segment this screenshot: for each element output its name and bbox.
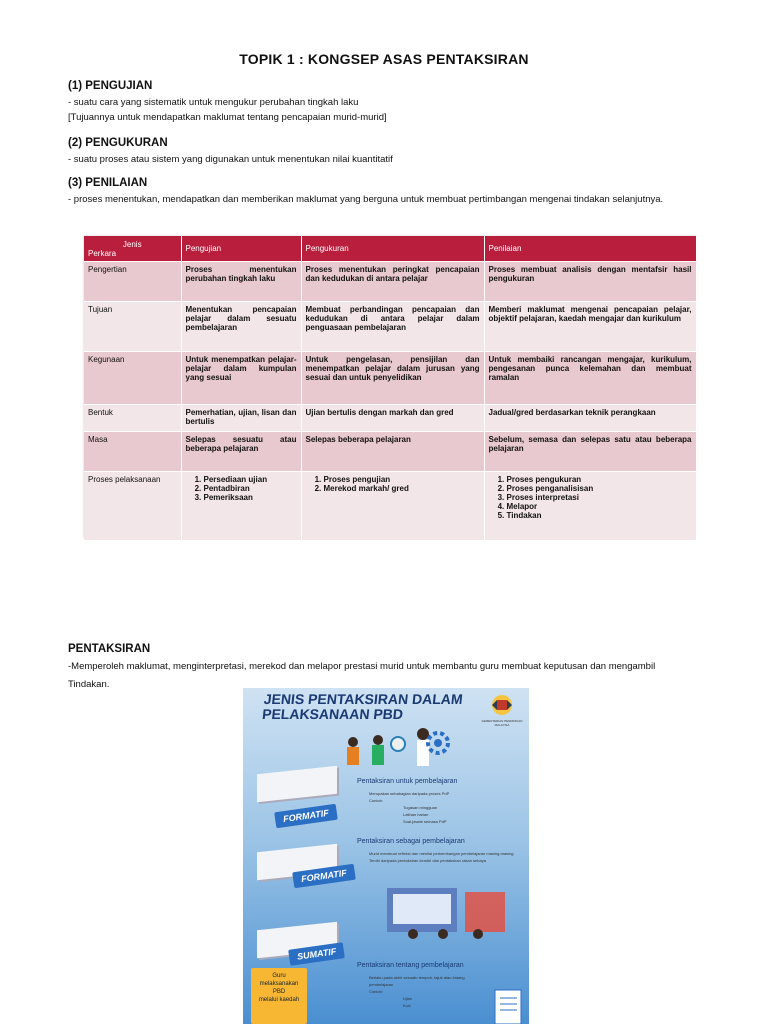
table-cell	[181, 472, 301, 540]
section-heading: PENTAKSIRAN	[68, 643, 151, 655]
table-cell: Selepas beberapa pelajaran	[301, 432, 484, 472]
block-shape	[257, 766, 337, 802]
guru-line: Guru	[272, 973, 286, 979]
band-item: Kuiz	[403, 1003, 411, 1008]
page-title: TOPIK 1 : KONGSEP ASAS PENTAKSIRAN	[239, 51, 529, 67]
row-label: Pengertian	[84, 262, 181, 302]
section-line: - suatu cara yang sistematik untuk mengukur perubahan tingkah laku	[68, 97, 359, 108]
band-list	[369, 790, 519, 825]
section-heading: (2) PENGUKURAN	[68, 137, 168, 149]
section-line: - proses menentukan, mendapatkan dan memberikan maklumat yang berguna untuk membuat pertimbangan mengenai tindakan selanjutnya.	[68, 194, 664, 205]
list-item: 2. Merekod markah/ gred	[324, 484, 480, 493]
row-label: Tujuan	[84, 302, 181, 352]
table-cell	[301, 472, 484, 540]
table-row	[84, 302, 696, 352]
row-label: Bentuk	[84, 405, 181, 432]
section-pentaksiran	[68, 643, 698, 694]
table-cell: Ujian bertulis dengan markah dan gred	[301, 405, 484, 432]
table-cell: Untuk membaiki rancangan mengajar, kurikulum, pengesanan punca kelemahan dan membuat ramalan	[484, 352, 696, 405]
table-cell: Membuat perbandingan pencapaian dan kedudukan di antara pelajar dalam penguasaan pembelajaran	[301, 302, 484, 352]
band-item: Contoh:	[369, 989, 384, 994]
ministry-crest-icon	[489, 692, 515, 718]
band-item: Berlaku pada akhir sesuatu tempoh, tajuk atau bidang pembelajaran	[369, 975, 465, 987]
list-item: 1. Proses pengukuran	[507, 475, 692, 484]
table-cell: Selepas sesuatu atau beberapa pelajaran	[181, 432, 301, 472]
list-item: 1. Persediaan ujian	[204, 475, 297, 484]
list-item: 4. Melapor	[507, 502, 692, 511]
table-row	[84, 352, 696, 405]
process-list	[306, 475, 480, 493]
list-item: 1. Proses pengujian	[324, 475, 480, 484]
table-cell: Untuk menempatkan pelajar-pelajar dalam kumpulan yang sesuai	[181, 352, 301, 405]
column-header: Penilaian	[484, 236, 696, 262]
band-item: Ujian	[403, 996, 413, 1001]
infographic-title: JENIS PENTAKSIRAN DALAM PELAKSANAAN PBD	[261, 691, 464, 722]
guru-info-box	[251, 968, 307, 1024]
section-heading: (1) PENGUJIAN	[68, 80, 153, 92]
formatif-label: FORMATIF	[274, 804, 337, 828]
ministry-name: KEMENTERIAN PENDIDIKAN MALAYSIA	[481, 719, 523, 727]
column-header: Pengujian	[181, 236, 301, 262]
list-item: 2. Pentadbiran	[204, 484, 297, 493]
band-item: Soal-jawab semasa PdP	[403, 819, 447, 824]
comparison-table-container	[84, 236, 696, 538]
guru-line: melalui kaedah	[258, 997, 300, 1003]
band-list	[369, 974, 489, 1009]
sumatif-label: SUMATIF	[288, 942, 345, 966]
gear-icon	[423, 728, 453, 758]
band-title: Pentaksiran untuk pembelajaran	[357, 778, 458, 785]
section-pengujian	[68, 80, 698, 125]
table-cell	[484, 472, 696, 540]
row-label: Proses pelaksanaan	[84, 472, 181, 540]
pbd-infographic	[243, 688, 529, 1024]
guru-line: melaksanakan	[259, 981, 299, 987]
guru-line: PBD	[272, 989, 286, 995]
section-pengukuran	[68, 137, 698, 167]
band-list	[369, 850, 519, 864]
section-line: - suatu proses atau sistem yang digunakan untuk menentukan nilai kuantitatif	[68, 154, 393, 165]
section-line: [Tujuannya untuk mendapatkan maklumat tentang pencapaian murid-murid]	[68, 112, 387, 123]
table-row	[84, 262, 696, 302]
list-item: 5. Tindakan	[507, 511, 692, 520]
section-line: -Memperoleh maklumat, menginterpretasi, merekod dan melapor prestasi murid untuk membantu guru membuat keputusan dan mengambil Tindakan.	[68, 661, 656, 690]
document-checklist-icon	[491, 988, 525, 1024]
table-cell: Untuk pengelasan, pensijilan dan menempatkan pelajar dalam jurusan yang sesuai dan untuk penyelidikan	[301, 352, 484, 405]
table-cell: Sebelum, semasa dan selepas satu atau beberapa pelajaran	[484, 432, 696, 472]
row-label: Masa	[84, 432, 181, 472]
band-title: Pentaksiran sebagai pembelajaran	[357, 838, 465, 845]
table-cell: Jadual/gred berdasarkan teknik perangkaan	[484, 405, 696, 432]
formatif-label: FORMATIF	[292, 864, 355, 888]
band-item: Murid membuat refleksi dan menilai perkembangan pembelajaran masing-masing	[369, 851, 514, 856]
band-item: Terdiri daripada pentaksiran kendiri dan pentaksiran rakan sebaya	[369, 858, 486, 863]
process-list	[186, 475, 297, 502]
band-item: Latihan harian	[403, 812, 429, 817]
section-penilaian	[68, 177, 698, 207]
corner-top-label: Jenis	[122, 239, 142, 249]
table-header-row	[84, 236, 696, 262]
table-row	[84, 472, 696, 540]
table-corner-header	[84, 236, 181, 262]
table-row	[84, 405, 696, 432]
band-item: Tugasan mingguan	[403, 805, 438, 810]
comparison-table	[84, 236, 697, 540]
list-item: 2. Proses penganalisisan	[507, 484, 692, 493]
row-label: Kegunaan	[84, 352, 181, 405]
section-heading: (3) PENILAIAN	[68, 177, 148, 189]
table-cell: Pemerhatian, ujian, lisan dan bertulis	[181, 405, 301, 432]
classroom-illustration	[383, 884, 513, 942]
column-header: Pengukuran	[301, 236, 484, 262]
list-item: 3. Pemeriksaan	[204, 493, 297, 502]
table-cell: Proses membuat analisis dengan mentafsir hasil pengukuran	[484, 262, 696, 302]
list-item: 3. Proses interpretasi	[507, 493, 692, 502]
band-title: Pentaksiran tentang pembelajaran	[357, 962, 464, 969]
band-item: Merupakan sebahagian daripada proses PdP	[369, 791, 450, 796]
corner-bottom-label: Perkara	[88, 248, 117, 258]
table-cell: Proses menentukan perubahan tingkah laku	[181, 262, 301, 302]
process-list	[489, 475, 692, 520]
table-cell: Proses menentukan peringkat pencapaian dan kedudukan di antara pelajar	[301, 262, 484, 302]
table-row	[84, 432, 696, 472]
table-cell: Memberi maklumat mengenai pencapaian pelajar, objektif pelajaran, kaedah mengajar dan kurikulum	[484, 302, 696, 352]
band-item: Contoh:	[369, 798, 384, 803]
table-cell: Menentukan pencapaian pelajar dalam sesuatu pembelajaran	[181, 302, 301, 352]
